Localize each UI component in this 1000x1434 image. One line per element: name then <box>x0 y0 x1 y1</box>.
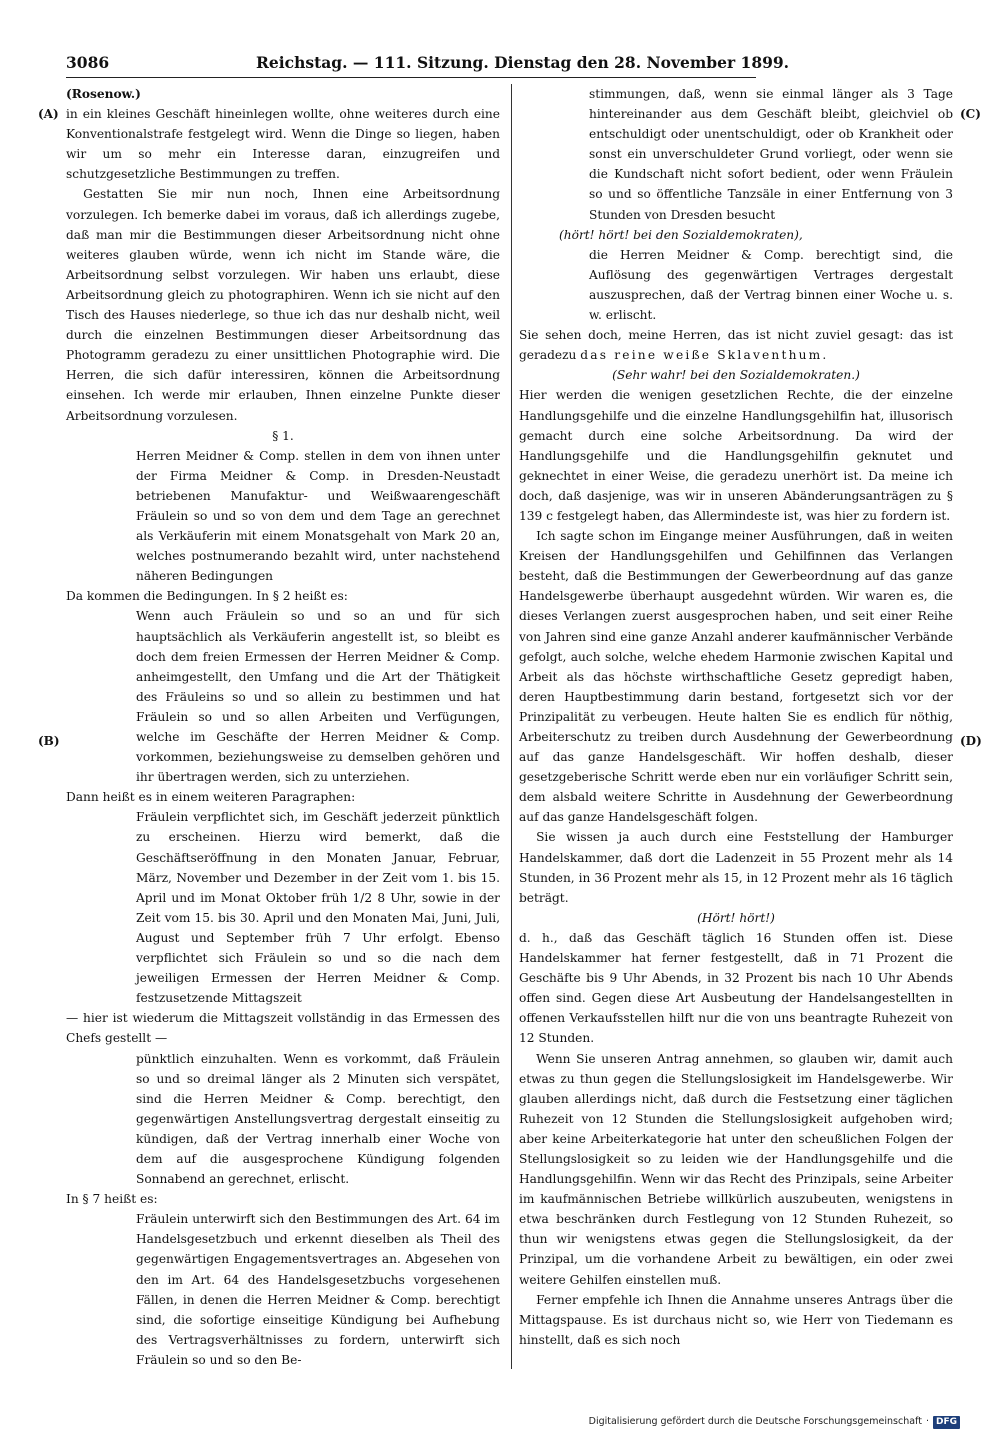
header-rule <box>66 77 756 78</box>
speaker-name: (Rosenow.) <box>66 87 141 101</box>
paragraph: Gestatten Sie mir nun noch, Ihnen eine Arbeitsordnung vorzulegen. Ich bemerke dabei im voraus, daß ich allerdings zugebe, daß man mir die Bestimmungen dieser Arbeitsordnung nicht ohne weiteres glauben würde, wenn ich nicht im Stande wäre, die Arbeitsordnung selbst vorzulegen. Wir haben uns erlaubt, diese Arbeitsordnung gleich zu photographiren. Wenn ich sie nicht auf den Tisch des Hauses niederlege, so thue ich das nur deshalb nicht, weil durch die einzelnen Bestimmungen dieser Arbeitsordnung das Photogramm geradezu zu einer unsittlichen Photographie wird. Die Herren, die sich dafür interessiren, können die Arbeitsordnung einsehen. Ich werde mir erlauben, Ihnen einzelne Punkte dieser Arbeitsordnung vorzulesen. <box>66 187 500 423</box>
paragraph: — hier ist wiederum die Mittagszeit vollständig in das Ermessen des Chefs gestellt — <box>66 1011 500 1046</box>
credit-text: Digitalisierung gefördert durch die Deutsche Forschungsgemeinschaft <box>588 1416 922 1427</box>
running-title: Reichstag. — 111. Sitzung. Dienstag den 28. November 1899. <box>256 53 790 72</box>
margin-marker-a: (A) <box>38 107 59 121</box>
paragraph: Wenn Sie unseren Antrag annehmen, so glauben wir, damit auch etwas zu thun gegen die Stellungslosigkeit im Handelsgewerbe. Wir glauben allerdings nicht, daß durch die Festsetzung einer täglichen Ruhezeit von 12 Stunden die Stellungslosigkeit aufgehoben wird; aber keine Arbeiterkategorie hat unter den scheußlichen Folgen der Stellungslosigkeit so zu leiden wie der Handlungsgehilfe und die Handlungsgehilfin. Wenn wir das Recht des Prinzipals, seine Arbeiter im kaufmännischen Betriebe willkürlich auszubeuten, wenigstens in etwa beschränken durch Festlegung von 12 Stunden Ruhezeit, so thun wir wenigstens etwas gegen die Stellungslosigkeit, da der Prinzipal, um die vorhandene Arbeit zu bewältigen, ein oder zwei weitere Gehilfen einstellen muß. <box>519 1051 953 1287</box>
margin-marker-d: (D) <box>960 734 982 748</box>
quoted-text: Herren Meidner & Comp. stellen in dem von ihnen unter der Firma Meidner & Comp. in Dresden-Neustadt betriebenen Manufaktur- und Weißwaarengeschäft Fräulein so und so von dem und dem Tage an gerechnet als Verkäuferin mit einem Monatsgehalt von Mark 20 an, welches postnumerando bezahlt wird, unter nachstehend näheren Bedingungen <box>136 448 500 584</box>
paragraph: Ferner empfehle ich Ihnen die Annahme unseres Antrags über die Mittagspause. Es ist durchaus nicht so, wie Herr von Tiedemann es hinstellt, daß es sich noch <box>519 1292 953 1347</box>
interjection: (hört! hört! bei den Sozialdemokraten), <box>559 227 803 242</box>
running-header <box>66 52 790 74</box>
quoted-text: stimmungen, daß, wenn sie einmal länger als 3 Tage hintereinander aus dem Geschäft bleibt, gleichviel ob entschuldigt oder unentschuldigt, oder ob Krankheit oder sonst ein unverschuldeter Grund vorliegt, oder wenn sie die Kundschaft nicht sofort bedient, oder wenn Fräulein so und so öffentliche Tanzsäle in einer Entfernung von 3 Stunden von Dresden besucht <box>589 87 953 222</box>
quoted-text: pünktlich einzuhalten. Wenn es vorkommt, daß Fräulein so und so dreimal länger als 2 Minuten sich verspätet, sind die Herren Meidner & Comp. berechtigt, den gegenwärtigen Anstellungsvertrag dergestalt einseitig zu kündigen, daß der Vertrag innerhalb einer Woche von dem auf die ausgesprochene Kündigung folgenden Sonnabend an gerechnet, erlischt. <box>136 1051 500 1187</box>
separator-icon: · <box>925 1416 929 1427</box>
paragraph: d. h., daß das Geschäft täglich 16 Stunden offen ist. Diese Handelskammer hat ferner festgestellt, daß in 71 Prozent die Geschäfte bis 9 Uhr Abends, in 32 Prozent bis nach 10 Uhr Abends offen sind. Gegen diese Art Ausbeutung der Handelsangestellten in offenen Verkaufsstellen hilft nur die von uns beantragte Ruhezeit von 12 Stunden. <box>519 930 953 1046</box>
quoted-text: Fräulein verpflichtet sich, im Geschäft jederzeit pünktlich zu erscheinen. Hierzu wird bemerkt, daß die Geschäftseröffnung in den Monaten Januar, Februar, März, November und Dezember in der Zeit vom 1. bis 15. April und im Monat Oktober früh 1/2 8 Uhr, sowie in der Zeit vom 15. bis 30. April und den Monaten Mai, Juni, Juli, August und September früh 7 Uhr erfolgt. Ebenso verpflichtet sich Fräulein so und so die nach dem jeweiligen Ermessen der Herren Meidner & Comp. festzusetzende Mittagszeit <box>136 810 500 1006</box>
interjection: (Hört! hört!) <box>697 910 775 925</box>
quoted-text: Wenn auch Fräulein so und so an und für sich hauptsächlich als Verkäuferin angestellt ist, so bleibt es doch dem freien Ermessen der Herren Meidner & Comp. anheimgestellt, den Umfang und die Art der Thätigkeit des Fräuleins so und so allein zu bestimmen und hat Fräulein so und so allen Arbeiten und Verfügungen, welche im Geschäfte der Herren Meidner & Comp. vorkommen, beziehungsweise zu demselben gehören und ihr übertragen werden, sich zu unterziehen. <box>136 609 500 785</box>
emphasized-text: das reine weiße Sklaventhum. <box>580 348 829 363</box>
margin-marker-c: (C) <box>960 107 981 121</box>
dfg-logo: DFG <box>933 1416 960 1429</box>
left-column <box>66 84 500 1370</box>
right-column <box>519 84 953 1350</box>
column-divider <box>511 84 512 1369</box>
page-number: 3086 <box>66 53 110 72</box>
quoted-text: Fräulein unterwirft sich den Bestimmungen des Art. 64 im Handelsgesetzbuch und erkennt dieselben als Theil des gegenwärtigen Engagementsvertrages an. Abgesehen von den im Art. 64 des Handelsgesetzbuchs vorgesehenen Fällen, in denen die Herren Meidner & Comp. berechtigt sind, die sofortige einseitige Kündigung bei Aufhebung des Vertragsverhältnisses zu fordern, unterwirft sich Fräulein so und so den Be- <box>136 1212 500 1367</box>
paragraph: In § 7 heißt es: <box>66 1192 158 1207</box>
margin-marker-b: (B) <box>38 734 60 748</box>
paragraph: Dann heißt es in einem weiteren Paragraphen: <box>66 790 356 805</box>
paragraph <box>519 325 953 365</box>
paragraph: Da kommen die Bedingungen. In § 2 heißt es: <box>66 589 348 604</box>
paragraph: Sie wissen ja auch durch eine Feststellung der Hamburger Handelskammer, daß dort die Ladenzeit in 55 Prozent mehr als 14 Stunden, in 36 Prozent mehr als 15, in 12 Prozent mehr als 16 täglich beträgt. <box>519 830 953 905</box>
paragraph: in ein kleines Geschäft hineinlegen wollte, ohne weiteres durch eine Konventionalstrafe festgelegt wird. Wenn die Dinge so liegen, haben wir um so mehr ein Interesse daran, einzugreifen und schutzgesetzliche Bestimmungen zu treffen. <box>66 107 500 182</box>
section-heading: § 1. <box>272 428 294 443</box>
interjection: (Sehr wahr! bei den Sozialdemokraten.) <box>612 368 860 383</box>
paragraph-text: Sie sehen doch, meine Herren, das ist nicht zuviel gesagt: das ist geradezu <box>519 328 953 363</box>
digitization-credit <box>589 1414 960 1430</box>
paragraph: Ich sagte schon im Eingange meiner Ausführungen, daß in weiten Kreisen der Handlungsgehilfen und Gehilfinnen das Verlangen besteht, daß die Bestimmungen der Gewerbeordnung auf das ganze Handelsgewerbe überhaupt ausgedehnt würden. Wir waren es, die dieses Verlangen zuerst ausgesprochen haben, und seit einer Reihe von Jahren sind eine ganze Anzahl anderer kaufmännischer Verbände gefolgt, auch solche, welche ehedem Harmonie zwischen Kapital und Arbeit als das höchste wirthschaftliche Gesetz gepredigt haben, deren Hauptbestimmung darin bestand, fortgesetzt sich vor der Prinzipalität zu verbeugen. Heute halten Sie es endlich für nöthig, Arbeiterschutz zu treiben durch Ausdehnung der Gewerbeordnung auf das ganze Handelsgeschäft. Wir hoffen deshalb, dieser gesetzgeberische Schritt werde eben nur ein vorläufiger Schritt sein, dem alsbald weitere Schritte in Ausdehnung der Gewerbeordnung auf das ganze Handelsgeschäft folgen. <box>519 529 953 825</box>
paragraph: Hier werden die wenigen gesetzlichen Rechte, die der einzelne Handlungsgehilfe und die einzelne Handlungsgehilfin hat, illusorisch gemacht durch eine solche Arbeitsordnung. Da wird der Handlungsgehilfe und die Handlungsgehilfin geknutet und geknechtet in einer Weise, die geradezu unerhört ist. Da meine ich doch, daß dasjenige, was wir in unseren Abänderungsanträgen zu § 139 c festgelegt haben, das Allermindeste ist, was hier zu fordern ist. <box>519 388 953 523</box>
quoted-text: die Herren Meidner & Comp. berechtigt sind, die Auflösung des gegenwärtigen Vertrages dergestalt auszusprechen, daß der Vertrag binnen einer Woche u. s. w. erlischt. <box>589 247 953 323</box>
